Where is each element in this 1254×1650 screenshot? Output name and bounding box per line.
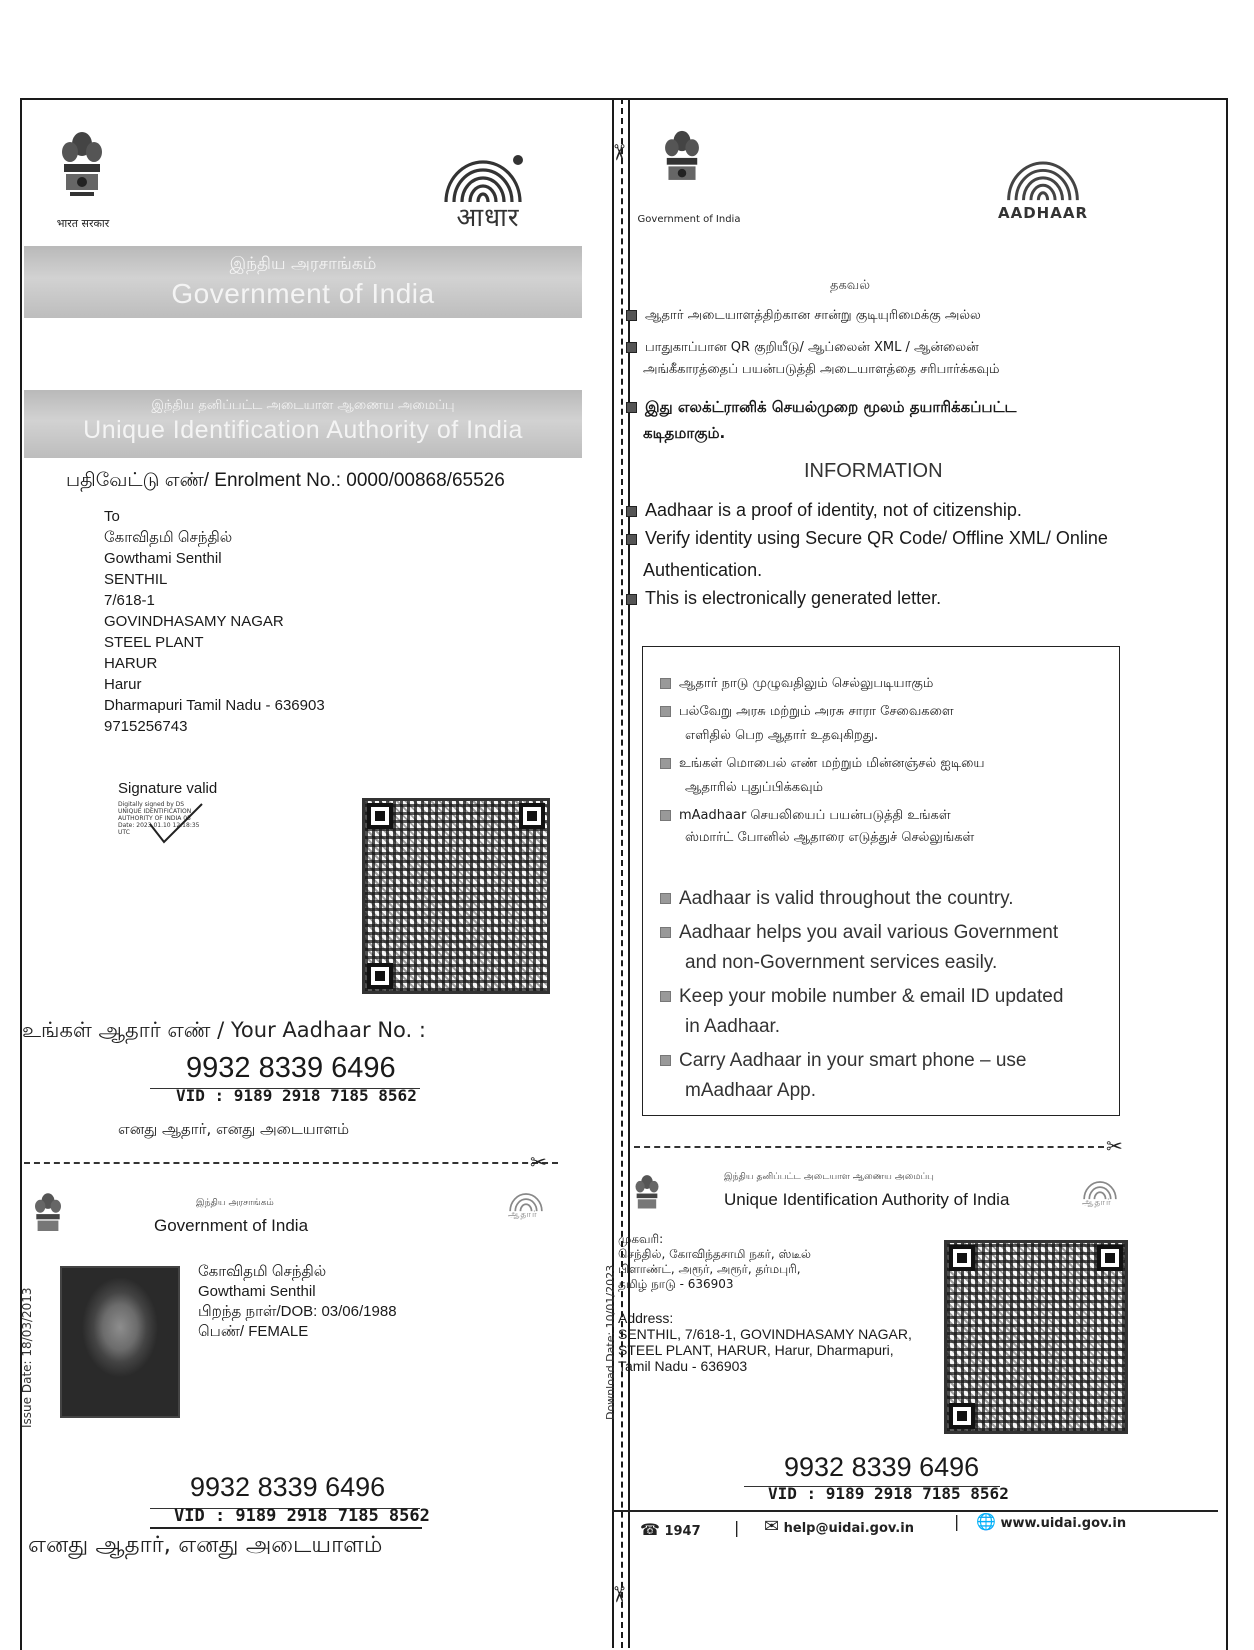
list-item-continued: Authentication. (643, 560, 763, 580)
list-item: Verify identity using Secure QR Code/ Offline XML/ Online (626, 528, 1108, 549)
list-item: பல்வேறு அரசு மற்றும் அரசு சாரா சேவைகளை (660, 704, 954, 720)
address-line: Tamil Nadu - 636903 (618, 1358, 748, 1374)
address-line: 7/618-1 (104, 592, 155, 609)
footer-divider (612, 1510, 1218, 1512)
list-item-continued: அங்கீகாரத்தைப் பயன்படுத்தி அடையாளத்தை சரிபார்க்கவும் (643, 362, 1000, 377)
card-header-english: Unique Identification Authority of India (724, 1190, 1010, 1209)
address-line: STEEL PLANT (104, 634, 204, 651)
list-item: Carry Aadhaar in your smart phone – use (660, 1050, 1026, 1072)
aadhaar-number: 9932 8339 6496 (186, 1052, 396, 1084)
website-link[interactable]: 🌐 www.uidai.gov.in (976, 1512, 1127, 1531)
qr-code (362, 798, 550, 994)
aadhaar-logo-icon (1000, 150, 1086, 202)
address-label: முகவரி: (618, 1232, 664, 1246)
national-emblem-icon (632, 1174, 662, 1220)
address-line: செந்தில், கோவிந்தசாமி நகர், ஸ்டீல் (618, 1247, 811, 1261)
address-line: பிளாண்ட், அரூர், அரூர், தர்மபுரி, (618, 1262, 801, 1276)
aadhaar-number: 9932 8339 6496 (784, 1452, 980, 1482)
address-line: To (104, 508, 120, 525)
address-line: GOVINDHASAMY NAGAR (104, 613, 284, 630)
list-item-continued: கடிதமாகும். (643, 424, 726, 442)
signature-detail: Digitally signed by DS (118, 801, 185, 808)
list-item-continued: ஸ்மார்ட் போனில் ஆதாரை எடுத்துச் செல்லுங்கள் (685, 830, 975, 845)
list-item: Aadhaar is a proof of identity, not of citizenship. (626, 500, 1022, 521)
scissor-icon: ✂ (605, 1585, 631, 1604)
list-item-continued: and non-Government services easily. (685, 952, 998, 973)
footer-separator: | (734, 1518, 740, 1537)
aadhaar-logo-text: आधार (456, 203, 520, 233)
qr-code (944, 1240, 1128, 1434)
card-title-english: Government of India (154, 1216, 309, 1235)
mail-icon: ✉ (764, 1516, 780, 1537)
list-item: Keep your mobile number & email ID updated (660, 986, 1063, 1008)
list-item: பாதுகாப்பான QR குறியீடு/ ஆப்லைன் XML / ஆன்லைன் (626, 340, 979, 356)
list-item: Aadhaar is valid throughout the country. (660, 888, 1013, 910)
band-english-text: Unique Identification Authority of India (83, 416, 523, 444)
tagline-divider (150, 1527, 422, 1529)
address-line: STEEL PLANT, HARUR, Harur, Dharmapuri, (618, 1342, 894, 1358)
national-emblem-icon (56, 130, 108, 210)
tagline: எனது ஆதார், எனது அடையாளம் (28, 1532, 383, 1558)
signature-detail: UTC (118, 829, 130, 836)
vid-number: VID : 9189 2918 7185 8562 (768, 1484, 1009, 1503)
list-item-continued: ஆதாரில் புதுப்பிக்கவும் (685, 780, 823, 795)
address-line: கோவிதமி செந்தில் (104, 529, 233, 546)
uidai-band (24, 390, 582, 458)
address-label: Address: (618, 1310, 674, 1326)
signature-detail: AUTHORITY OF INDIA 05 (118, 815, 191, 822)
phone-icon: ☎ (640, 1520, 660, 1539)
emblem-caption: Government of India (637, 214, 741, 225)
band-tamil-text: இந்திய அரசாங்கம் (229, 254, 377, 274)
address-line: தமிழ் நாடு - 636903 (618, 1277, 734, 1291)
national-emblem-icon (30, 1192, 66, 1244)
vid-number: VID : 9189 2918 7185 8562 (176, 1086, 417, 1105)
band-english-text: Government of India (171, 278, 435, 309)
address-line: SENTHIL (104, 571, 168, 588)
address-line: Harur (104, 676, 142, 693)
list-item: Aadhaar helps you avail various Government (660, 922, 1058, 944)
info-heading-tamil: தகவல் (830, 278, 871, 293)
aadhaar-logo-icon (506, 1188, 546, 1212)
list-item-continued: in Aadhaar. (685, 1016, 781, 1037)
list-item: ஆதார் அடையாளத்திற்கான சான்று குடியுரிமைக்கு அல்ல (626, 308, 981, 324)
signature-check-icon (146, 800, 206, 848)
info-heading-english: INFORMATION (804, 460, 943, 482)
signature-detail: UNIQUE IDENTIFICATION (118, 808, 192, 815)
holder-dob: பிறந்த நாள்/DOB: 03/06/1988 (198, 1303, 397, 1320)
list-item-continued: mAadhaar App. (685, 1080, 816, 1101)
address-tamil (618, 1232, 811, 1292)
your-aadhaar-label: உங்கள் ஆதார் எண் / Your Aadhaar No. : (22, 1018, 426, 1042)
list-item: mAadhaar செயலியைப் பயன்படுத்தி உங்கள் (660, 808, 951, 824)
horizontal-cut-line (634, 1146, 1104, 1148)
scissor-icon: ✂ (530, 1150, 547, 1174)
national-emblem-icon (660, 128, 704, 198)
list-item: இது எலக்ட்ரானிக் செயல்முறை மூலம் தயாரிக்கப்பட்ட (626, 398, 1016, 418)
download-date: Download Date: 10/01/2023 (604, 1264, 617, 1420)
aadhaar-logo-text: AADHAAR (998, 204, 1088, 222)
address-english (618, 1310, 912, 1374)
list-item: ஆதார் நாடு முழுவதிலும் செல்லுபடியாகும் (660, 676, 933, 692)
scissor-icon: ✂ (605, 143, 631, 162)
tagline: எனது ஆதார், எனது அடையாளம் (118, 1120, 350, 1138)
address-line: 9715256743 (104, 718, 188, 735)
aadhaar-logo-text: ஆதார் (508, 1210, 538, 1220)
band-tamil-text: இந்திய தனிப்பட்ட அடையாள ஆணைய அமைப்பு (151, 398, 455, 413)
address-line: HARUR (104, 655, 158, 672)
globe-icon: 🌐 (976, 1512, 996, 1531)
address-line: Dharmapuri Tamil Nadu - 636903 (104, 697, 325, 714)
signature-title: Signature valid (118, 780, 218, 797)
vid-number: VID : 9189 2918 7185 8562 (174, 1506, 430, 1526)
enrolment-number: பதிவேட்டு எண்/ Enrolment No.: 0000/00868/65526 (66, 470, 505, 491)
aadhaar-logo-icon (1080, 1176, 1120, 1200)
emblem-caption: भारत सरकार (56, 217, 110, 230)
holder-photo (60, 1266, 180, 1418)
address-line: Gowthami Senthil (104, 550, 222, 567)
holder-name-english: Gowthami Senthil (198, 1283, 316, 1300)
card-title-tamil: இந்திய அரசாங்கம் (196, 1198, 274, 1208)
aadhaar-logo-text: ஆதார் (1082, 1198, 1112, 1208)
list-item: This is electronically generated letter. (626, 588, 941, 609)
horizontal-cut-line (24, 1162, 558, 1164)
helpline: ☎ 1947 (640, 1520, 701, 1539)
footer-separator: | (954, 1512, 960, 1531)
scissor-icon: ✂ (1106, 1134, 1123, 1158)
holder-name-tamil: கோவிதமி செந்தில் (198, 1263, 327, 1280)
list-item: உங்கள் மொபைல் எண் மற்றும் மின்னஞ்சல் ஐடியை (660, 756, 985, 772)
list-item-continued: எளிதில் பெற ஆதார் உதவுகிறது. (685, 728, 879, 743)
aadhaar-number: 9932 8339 6496 (190, 1472, 386, 1502)
address-line: SENTHIL, 7/618-1, GOVINDHASAMY NAGAR, (618, 1326, 912, 1342)
holder-details (198, 1262, 397, 1342)
issue-date: Issue Date: 18/03/2013 (20, 1287, 34, 1428)
recipient-address (104, 506, 325, 737)
help-email[interactable]: ✉ help@uidai.gov.in (764, 1516, 914, 1537)
card-header-tamil: இந்திய தனிப்பட்ட அடையாள ஆணைய அமைப்பு (724, 1172, 934, 1182)
government-band (24, 246, 582, 318)
holder-gender: பெண்/ FEMALE (198, 1323, 309, 1340)
signature-detail: Date: 2023.01.10 12:18:35 (118, 822, 200, 829)
aadhaar-logo-icon (438, 148, 528, 204)
